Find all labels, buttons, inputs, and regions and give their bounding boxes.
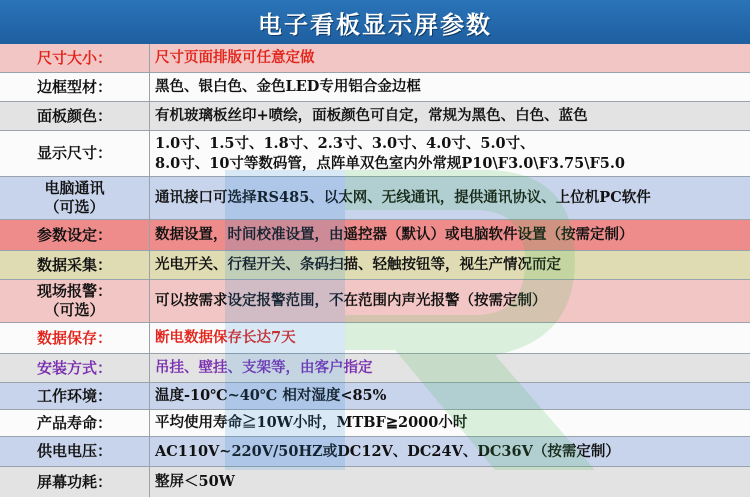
row-value [150, 354, 750, 382]
table-row-installation [0, 354, 750, 383]
row-label-note: （可选） [44, 301, 105, 319]
spec-table [0, 44, 750, 497]
row-label-text: 屏幕功耗： [36, 472, 112, 491]
row-label-text: 安装方式： [36, 358, 112, 377]
table-row-data-storage [0, 323, 750, 354]
row-value-text: 温度-10℃~40℃ 相对湿度<85% [155, 387, 387, 404]
row-label [0, 383, 150, 409]
table-row-size [0, 44, 750, 73]
table-row-data-collection [0, 251, 750, 280]
row-value-text: 黑色、银白色、金色LED专用铝合金边框 [155, 78, 421, 95]
row-label-text: 数据采集： [36, 255, 112, 274]
row-label-text: 边框型材： [36, 77, 112, 96]
row-label [0, 251, 150, 279]
row-value-text: 数据设置，时间校准设置，由遥控器（默认）或电脑软件设置（按需定制） [155, 226, 634, 243]
table-row-power-supply [0, 437, 750, 467]
row-label-text: 产品寿命： [36, 413, 112, 432]
row-label [0, 131, 150, 176]
row-label [0, 410, 150, 436]
row-label-text: 显示尺寸： [36, 144, 112, 162]
row-label-note: （可选） [44, 198, 105, 216]
row-value-text: 断电数据保存长达7天 [155, 329, 296, 346]
table-row-display-size [0, 131, 750, 177]
table-row-frame [0, 73, 750, 102]
row-value-text: 平均使用寿命≧10W小时，MTBF≧2000小时 [155, 414, 468, 431]
row-label [0, 73, 150, 101]
table-row-power-consumption [0, 467, 750, 497]
row-label-text: 面板颜色： [36, 106, 112, 125]
page-title: 电子看板显示屏参数 [0, 0, 750, 44]
table-row-panel-color [0, 102, 750, 131]
row-label [0, 354, 150, 382]
row-label-text: 工作环境： [36, 386, 112, 405]
row-label-text: 电脑通讯 [44, 179, 105, 197]
row-value-text: 可以按需求设定报警范围，不在范围内声光报警（按需定制） [155, 292, 547, 309]
row-value [150, 280, 750, 322]
row-label [0, 323, 150, 353]
row-label-text: 参数设定： [36, 225, 112, 244]
row-value [150, 410, 750, 436]
row-label [0, 280, 150, 322]
row-label-text: 数据保存： [36, 328, 112, 347]
table-row-alarm [0, 280, 750, 323]
row-value-text: 尺寸页面排版可任意定做 [155, 49, 315, 66]
table-row-lifespan [0, 410, 750, 437]
row-value [150, 73, 750, 101]
row-label-text: 尺寸大小： [36, 48, 112, 67]
table-row-communication [0, 177, 750, 220]
row-value [150, 383, 750, 409]
row-value [150, 437, 750, 466]
row-value [150, 220, 750, 250]
row-value-line1: 1.0寸、1.5寸、1.8寸、2.3寸、3.0寸、4.0寸、5.0寸、 [155, 134, 535, 152]
row-value-text: 吊挂、壁挂、支架等，由客户指定 [155, 359, 373, 376]
table-row-environment [0, 383, 750, 410]
row-value [150, 44, 750, 72]
row-label-text: 供电电压： [36, 442, 112, 460]
row-value-text: 有机玻璃板丝印+喷绘，面板颜色可自定，常规为黑色、白色、蓝色 [155, 107, 588, 124]
row-label [0, 102, 150, 130]
row-value [150, 102, 750, 130]
row-value-text: 通讯接口可选择RS485、以太网、无线通讯，提供通讯协议、上位机PC软件 [155, 189, 651, 206]
row-value-text: 整屏＜50W [155, 473, 235, 490]
row-value [150, 251, 750, 279]
row-value [150, 131, 750, 176]
row-label [0, 467, 150, 497]
row-value [150, 177, 750, 219]
row-value-text: 光电开关、行程开关、条码扫描、轻触按钮等，视生产情况而定 [155, 256, 561, 273]
row-label [0, 437, 150, 466]
row-label-text: 现场报警： [36, 282, 112, 300]
table-row-parameter-setting [0, 220, 750, 251]
row-value [150, 323, 750, 353]
row-label [0, 44, 150, 72]
row-value [150, 467, 750, 497]
row-label [0, 220, 150, 250]
row-value-line2: 8.0寸、10寸等数码管，点阵单双色室内外常规P10\F3.0\F3.75\F5.0 [155, 154, 626, 172]
row-value-text: AC110V~220V/50HZ或DC12V、DC24V、DC36V（按需定制） [155, 442, 620, 460]
row-label [0, 177, 150, 219]
